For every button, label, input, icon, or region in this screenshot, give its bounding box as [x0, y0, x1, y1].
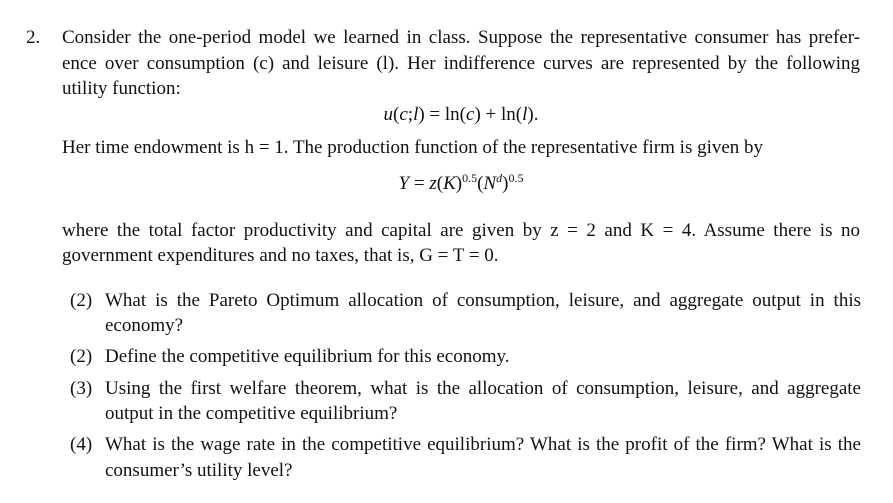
endowment-line: Her time endowment is h = 1. The production function of the representative firm is given by: [62, 137, 764, 158]
problem-number: 2.: [26, 27, 41, 48]
production-equation-text: $Y = z(K)^{0.5}(N^d)^{0.5}$: [398, 171, 524, 194]
item-label: (2): [70, 290, 93, 311]
item-label: (3): [70, 378, 93, 399]
production-equation: [62, 173, 860, 195]
item-text-cont: economy?: [105, 315, 184, 336]
item-text: What is the Pareto Optimum allocation of consumption, leisure, and aggregate output in this: [105, 290, 861, 311]
item-text: Using the first welfare theorem, what is the allocation of consumption, leisure, and aggregate: [105, 378, 861, 399]
item-label: (4): [70, 434, 93, 455]
params-line-2: government expenditures and no taxes, that is, G = T = 0.: [62, 245, 499, 266]
item-text-cont: consumer’s utility level?: [105, 460, 293, 481]
item-text-cont: output in the competitive equilibrium?: [105, 403, 398, 424]
utility-equation-text: u(c;l) = ln(c) + ln(l).: [383, 104, 539, 125]
utility-equation: [62, 104, 860, 126]
item-text: What is the wage rate in the competitive equilibrium? What is the profit of the firm? What is the: [105, 434, 861, 455]
item-text: Define the competitive equilibrium for this economy.: [105, 346, 510, 367]
intro-line-2: ence over consumption (c) and leisure (l). Her indifference curves are represented by the following: [62, 53, 860, 74]
item-label: (2): [70, 346, 93, 367]
params-line-1: where the total factor productivity and capital are given by z = 2 and K = 4. Assume there is no: [62, 220, 860, 241]
intro-line-1: Consider the one-period model we learned in class. Suppose the representative consumer has prefer-: [62, 27, 860, 48]
intro-line-3: utility function:: [62, 78, 181, 99]
